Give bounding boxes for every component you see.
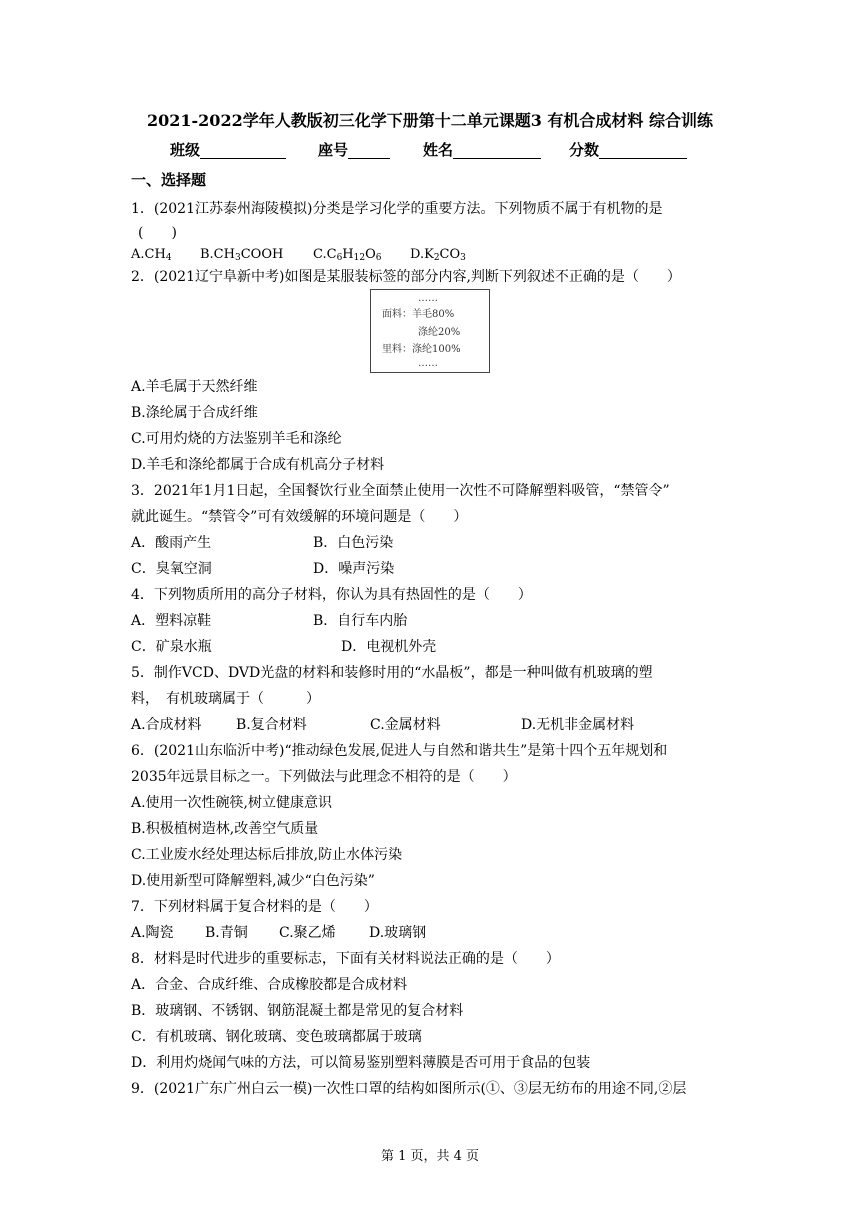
clothing-label-image (370, 289, 490, 373)
question-8-option-d: D．利用灼烧闻气味的方法，可以简易鉴别塑料薄膜是否可用于食品的包装 (131, 1055, 591, 1071)
question-1-option-a: $A.CH_4$ (131, 247, 172, 263)
seat-field (318, 141, 390, 159)
question-8-option-c: C．有机玻璃、钢化玻璃、变色玻璃都属于玻璃 (131, 1029, 422, 1045)
question-1-paren: ( ) (138, 225, 177, 241)
question-7-option-d: D.玻璃钢 (369, 925, 427, 941)
question-6-option-c: C.工业废水经处理达标后排放,防止水体污染 (131, 847, 403, 863)
question-1-option-c: $C.C_6H_{12}O_6$ (313, 247, 382, 263)
question-7-stem: 7．下列材料属于复合材料的是（ ） (131, 899, 378, 915)
question-3-option-d: D．噪声污染 (313, 561, 395, 577)
class-blank (200, 142, 286, 159)
question-6-line-1: 6．(2021山东临沂中考)“推动绿色发展,促进人与自然和谐共生”是第十四个五年规划和 (131, 743, 668, 759)
seat-blank (348, 142, 390, 159)
question-5-option-a: A.合成材料 (131, 717, 202, 733)
question-2-option-d: D.羊毛和涤纶都属于合成有机高分子材料 (131, 457, 385, 473)
question-3-option-a: A．酸雨产生 (131, 535, 212, 551)
question-6-line-2: 2035年远景目标之一。下列做法与此理念不相符的是（ ） (131, 769, 517, 785)
label-dots-bottom: …… (418, 358, 438, 369)
label-dots-top: …… (418, 293, 438, 304)
label-line-1: 面料：羊毛80% (382, 309, 455, 320)
score-label: 分数 (569, 141, 600, 159)
score-blank (599, 142, 687, 159)
question-6-option-b: B.积极植树造林,改善空气质量 (131, 821, 319, 837)
page-footer: 第 1 页，共 4 页 (380, 1149, 480, 1164)
question-2-option-b: B.涤纶属于合成纤维 (131, 405, 258, 421)
question-6-option-a: A.使用一次性碗筷,树立健康意识 (131, 795, 333, 811)
name-label: 姓名 (423, 141, 454, 159)
label-line-2: 涤纶20% (418, 327, 461, 338)
question-5-option-c: C.金属材料 (370, 717, 441, 733)
question-4-stem: 4．下列物质所用的高分子材料，你认为具有热固性的是（ ） (131, 587, 532, 603)
page-title: 2021-2022学年人教版初三化学下册第十二单元课题3 有机合成材料 综合训练 (147, 111, 713, 130)
question-2-option-a: A.羊毛属于天然纤维 (131, 379, 258, 395)
question-8-option-b: B．玻璃钢、不锈钢、钢筋混凝土都是常见的复合材料 (131, 1003, 464, 1019)
label-line-3: 里料：涤纶100% (382, 344, 461, 355)
question-7-option-a: A.陶瓷 (131, 925, 174, 941)
question-5-option-d: D.无机非金属材料 (521, 717, 635, 733)
question-3-line-1: 3．2021年1月1日起，全国餐饮行业全面禁止使用一次性不可降解塑料吸管，“禁管令” (131, 483, 670, 499)
section-title: 一、选择题 (131, 171, 207, 189)
question-2-stem: 2．(2021辽宁阜新中考)如图是某服装标签的部分内容,判断下列叙述不正确的是（ ） (131, 269, 681, 285)
name-blank (453, 142, 541, 159)
question-4-option-c: C．矿泉水瓶 (131, 639, 212, 655)
question-1-stem: 1．(2021江苏泰州海陵模拟)分类是学习化学的重要方法。下列物质不属于有机物的是 (131, 201, 663, 217)
seat-label: 座号 (318, 141, 349, 159)
score-field (569, 141, 687, 159)
question-3-option-c: C．臭氧空洞 (131, 561, 212, 577)
question-7-option-b: B.青铜 (205, 925, 248, 941)
question-3-option-b: B．白色污染 (313, 535, 394, 551)
question-5-option-b: B.复合材料 (236, 717, 307, 733)
question-2-option-c: C.可用灼烧的方法鉴别羊毛和涤纶 (131, 431, 342, 447)
question-4-option-a: A．塑料凉鞋 (131, 613, 212, 629)
question-4-option-b: B．自行车内胎 (313, 613, 408, 629)
question-8-stem: 8．材料是时代进步的重要标志，下面有关材料说法正确的是（ ） (131, 951, 560, 967)
name-field (423, 141, 541, 159)
question-9-line-1: 9．(2021广东广州白云一模)一次性口罩的结构如图所示(①、③层无纺布的用途不同,②层 (131, 1081, 687, 1097)
question-1-option-b: $B.CH_3COOH$ (200, 247, 284, 263)
question-5-line-1: 5．制作VCD、DVD光盘的材料和装修时用的“水晶板”，都是一种叫做有机玻璃的塑 (131, 665, 653, 681)
question-4-option-d: D．电视机外壳 (341, 639, 437, 655)
question-8-option-a: A．合金、合成纤维、合成橡胶都是合成材料 (131, 977, 408, 993)
class-field (170, 141, 286, 159)
question-1-option-d: $D.K_2CO_3$ (410, 247, 466, 263)
question-5-line-2: 料， 有机玻璃属于（ ） (131, 691, 320, 707)
question-7-option-c: C.聚乙烯 (279, 925, 336, 941)
question-3-line-2: 就此诞生。“禁管令”可有效缓解的环境问题是（ ） (131, 509, 468, 525)
question-6-option-d: D.使用新型可降解塑料,减少“白色污染” (131, 873, 375, 889)
class-label: 班级 (170, 141, 201, 159)
